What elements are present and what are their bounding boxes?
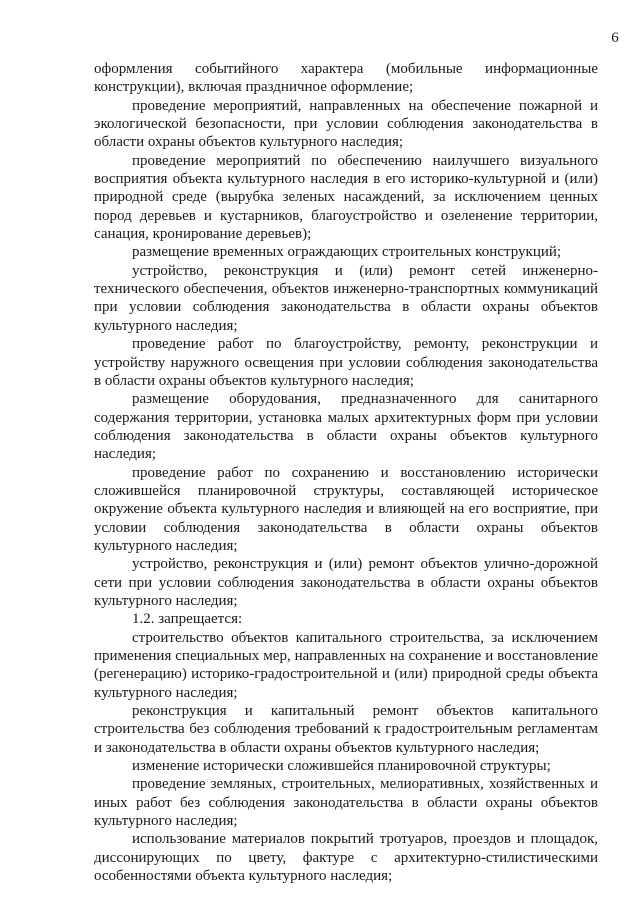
paragraph: проведение мероприятий по обеспечению наилучшего визуального восприятия объекта культурного наследия в его историко-культурной и (или) природной среде (вырубка зеленых насаждений, за исключением ценных пород деревьев и кустарников, благоустройство и озеленение территории, санация, кронирование деревьев); bbox=[94, 152, 598, 243]
paragraph: использование материалов покрытий тротуаров, проездов и площадок, диссонирующих по цвету, фактуре с архитектурно-стилистическими особенностями объекта культурного наследия; bbox=[94, 831, 598, 885]
paragraph: проведение земляных, строительных, мелиоративных, хозяйственных и иных работ без соблюдения законодательства в области охраны объектов культурного наследия; bbox=[94, 776, 598, 830]
paragraph: оформления событийного характера (мобильные информационные конструкции), включая праздничное оформление; bbox=[94, 61, 598, 96]
paragraph: проведение мероприятий, направленных на обеспечение пожарной и экологической безопасности, при условии соблюдения законодательства в области охраны объектов культурного наследия; bbox=[94, 97, 598, 151]
paragraph: проведение работ по благоустройству, ремонту, реконструкции и устройству наружного освещения при условии соблюдения законодательства в области охраны объектов культурного наследия; bbox=[94, 336, 598, 389]
paragraph: проведение работ по сохранению и восстановлению исторически сложившейся планировочной структуры, составляющей историческое окружение объекта культурного наследия и влияющей на его восприятие, при условии соблюдения законодательства в области охраны объектов культурного наследия; bbox=[94, 464, 598, 554]
paragraph: строительство объектов капитального строительства, за исключением применения специальных мер, направленных на сохранение и восстановление (регенерацию) историко-градостроительной и (или) природной среды объекта культурного наследия; bbox=[94, 629, 598, 701]
section-heading: 1.2. запрещается: bbox=[132, 611, 243, 628]
paragraph: изменение исторически сложившейся планировочной структуры; bbox=[132, 758, 551, 775]
page-number: 6 bbox=[611, 30, 619, 46]
paragraph: размещение оборудования, предназначенного для санитарного содержания территории, установка малых архитектурных форм при условии соблюдения законодательства в области охраны объектов культурного наследия; bbox=[94, 391, 598, 463]
paragraph: реконструкция и капитальный ремонт объектов капитального строительства без соблюдения требований к градостроительным регламентам и законодательства в области охраны объектов культурного наследия; bbox=[94, 703, 598, 756]
document-body bbox=[94, 60, 598, 885]
paragraph: устройство, реконструкция и (или) ремонт сетей инженерно-технического обеспечения, объектов инженерно-транспортных коммуникаций при условии соблюдения законодательства в области охраны объектов культурного наследия; bbox=[94, 262, 598, 334]
paragraph: размещение временных ограждающих строительных конструкций; bbox=[132, 244, 562, 261]
paragraph: устройство, реконструкция и (или) ремонт объектов улично-дорожной сети при условии соблюдения законодательства в области охраны объектов культурного наследия; bbox=[94, 556, 598, 609]
